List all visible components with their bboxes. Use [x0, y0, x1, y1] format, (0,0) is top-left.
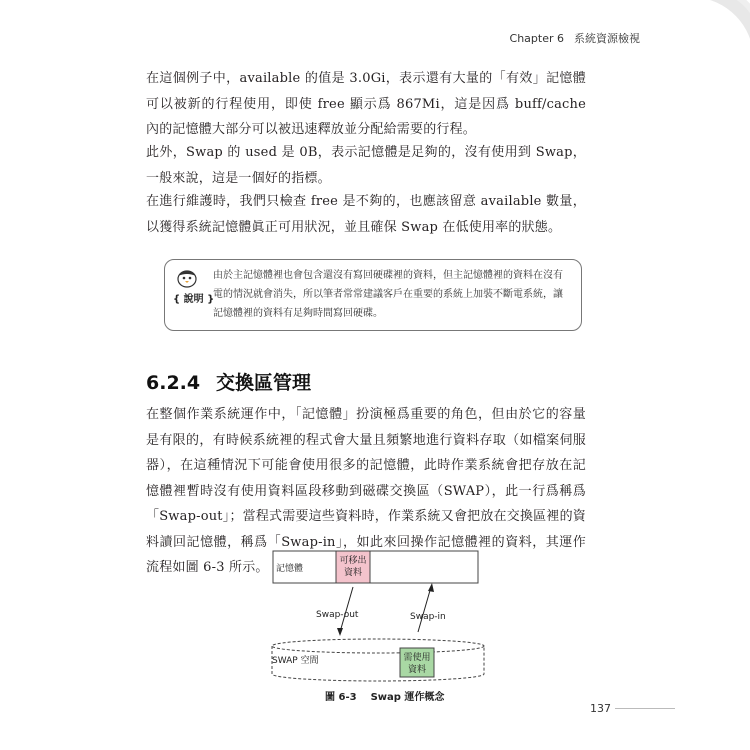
swap-diagram: [268, 550, 488, 685]
note-text: 由於主記憶體裡也會包含還沒有寫回硬碟裡的資料，但主記憶體裡的資料在沒有電的情況就會消失，所以筆者常常建議客戶在重要的系統上加裝不斷電系統，讓記憶體裡的資料有足夠時間寫回硬碟。: [213, 270, 563, 319]
needed-label-line2: 資料: [407, 665, 427, 675]
chapter-label: Chapter 6: [509, 32, 564, 45]
section-number: 6.2.4: [146, 372, 201, 394]
page-number: 137: [590, 702, 611, 715]
penguin-icon: [175, 266, 199, 288]
figure-title: Swap 運作概念: [370, 692, 445, 703]
swap-out-label: Swap-out: [316, 610, 359, 620]
note-box: [164, 259, 582, 331]
movable-label-line2: 資料: [343, 568, 363, 578]
movable-label-line1: 可移出: [339, 556, 367, 566]
paragraph-3: 在進行維護時，我們只檢查 free 是不夠的，也應該留意 available 數量，以獲得系統記憶體眞正可用狀況，並且確保 Swap 在低使用率的狀態。: [146, 194, 586, 235]
swap-in-label: Swap-in: [410, 612, 446, 622]
paragraph-1: 在這個例子中，available 的值是 3.0Gi，表示還有大量的「有效」記憶體可以被新的行程使用，即使 free 顯示爲 867Mi，這是因爲 buff/cache 內的記憶體大部分可以被迅速釋放並分配給需要的行程。: [146, 71, 586, 137]
footer-rule: [615, 708, 675, 709]
corner-decoration: [650, 0, 750, 80]
chapter-title: 系統資源檢視: [574, 32, 640, 45]
needed-label-line1: 需使用: [403, 653, 431, 663]
paragraph-2: 此外，Swap 的 used 是 0B，表示記憶體是足夠的，沒有使用到 Swap，一般來說，這是一個好的指標。: [146, 145, 586, 186]
memory-label: 記憶體: [276, 564, 304, 574]
figure-number: 圖 6-3: [325, 692, 357, 703]
memory-box: [273, 551, 478, 583]
section-heading: [146, 368, 311, 395]
running-header: [510, 30, 640, 46]
section-title: 交換區管理: [216, 372, 312, 394]
figure-caption: [325, 688, 444, 703]
swap-space-label: SWAP 空間: [272, 656, 319, 666]
section-paragraph: 在整個作業系統運作中，「記憶體」扮演極爲重要的角色，但由於它的容量是有限的，有時候系統裡的程式會大量且頻繁地進行資料存取（如檔案伺服器），在這種情況下可能會使用很多的記憶體，此時作業系統會把存放在記憶體裡暫時沒有使用資料區段移動到磁碟交換區（SWAP），此一行爲稱爲「Swap-out」；當程式需要這些資料時，作業系統又會把放在交換區裡的資料讀回記憶體，稱爲「Swap-in」，如此來回操作記憶體裡的資料，其運作流程如圖 6-3 所示。: [146, 407, 586, 575]
swap-in-arrow: [418, 587, 431, 632]
note-label: { 說明 }: [173, 294, 215, 305]
